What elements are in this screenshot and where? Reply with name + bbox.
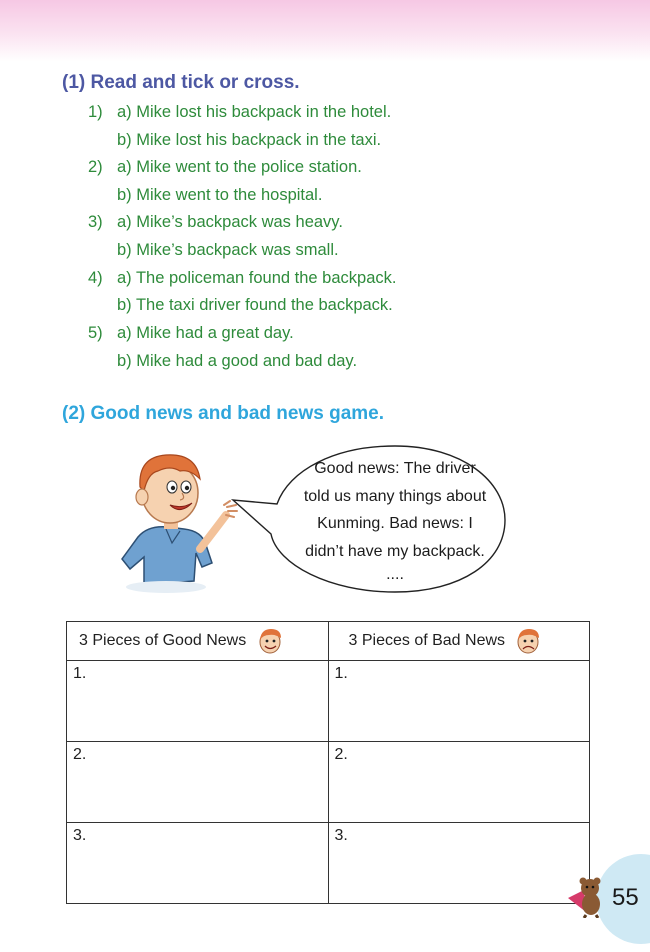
section1-heading: (1) Read and tick or cross. — [62, 72, 300, 93]
speech-line-5: .... — [386, 566, 404, 583]
bad-news-cell-1[interactable]: 1. — [328, 661, 590, 742]
question-2-option-a: a) Mike went to the police station. — [117, 158, 362, 176]
bear-mascot-icon — [566, 872, 610, 918]
bad-news-cell-3[interactable]: 3. — [328, 823, 590, 904]
happy-face-icon — [255, 626, 285, 656]
question-5-option-a: a) Mike had a great day. — [117, 324, 294, 342]
question-4-option-a: a) The policeman found the backpack. — [117, 269, 397, 287]
good-news-cell-2[interactable]: 2. — [67, 742, 329, 823]
speech-bubble-text — [282, 455, 508, 585]
question-2-option-b: b) Mike went to the hospital. — [117, 186, 323, 204]
bad-news-cell-2[interactable]: 2. — [328, 742, 590, 823]
question-1-number: 1) — [88, 103, 103, 121]
question-5-number: 5) — [88, 324, 103, 342]
sad-face-icon — [513, 626, 543, 656]
page-top-band — [0, 0, 650, 62]
speech-line-4: didn’t have my backpack. — [305, 542, 485, 560]
good-news-header-label: 3 Pieces of Good News — [79, 632, 247, 649]
question-3-number: 3) — [88, 213, 103, 231]
good-news-cell-1[interactable]: 1. — [67, 661, 329, 742]
table-row — [67, 742, 590, 823]
question-3-option-a: a) Mike’s backpack was heavy. — [117, 213, 343, 231]
news-table — [66, 621, 590, 904]
question-1-option-a: a) Mike lost his backpack in the hotel. — [117, 103, 392, 121]
question-3-option-b: b) Mike’s backpack was small. — [117, 241, 339, 259]
speech-line-2: told us many things about — [303, 487, 487, 505]
good-news-cell-3[interactable]: 3. — [67, 823, 329, 904]
bad-news-header — [328, 622, 590, 661]
question-2-number: 2) — [88, 158, 103, 176]
question-4-option-b: b) The taxi driver found the backpack. — [117, 296, 393, 314]
question-5-option-b: b) Mike had a good and bad day. — [117, 352, 358, 370]
table-row — [67, 823, 590, 904]
section2-heading: (2) Good news and bad news game. — [62, 403, 384, 424]
question-1-option-b: b) Mike lost his backpack in the taxi. — [117, 131, 382, 149]
page-number: 55 — [612, 884, 639, 911]
table-row — [67, 661, 590, 742]
question-4-number: 4) — [88, 269, 103, 287]
bad-news-header-label: 3 Pieces of Bad News — [348, 632, 506, 649]
speech-line-1: Good news: The driver — [314, 460, 476, 477]
speech-line-3: Kunming. Bad news: I — [317, 515, 473, 532]
table-header-row — [67, 622, 590, 661]
good-news-header — [67, 622, 329, 661]
